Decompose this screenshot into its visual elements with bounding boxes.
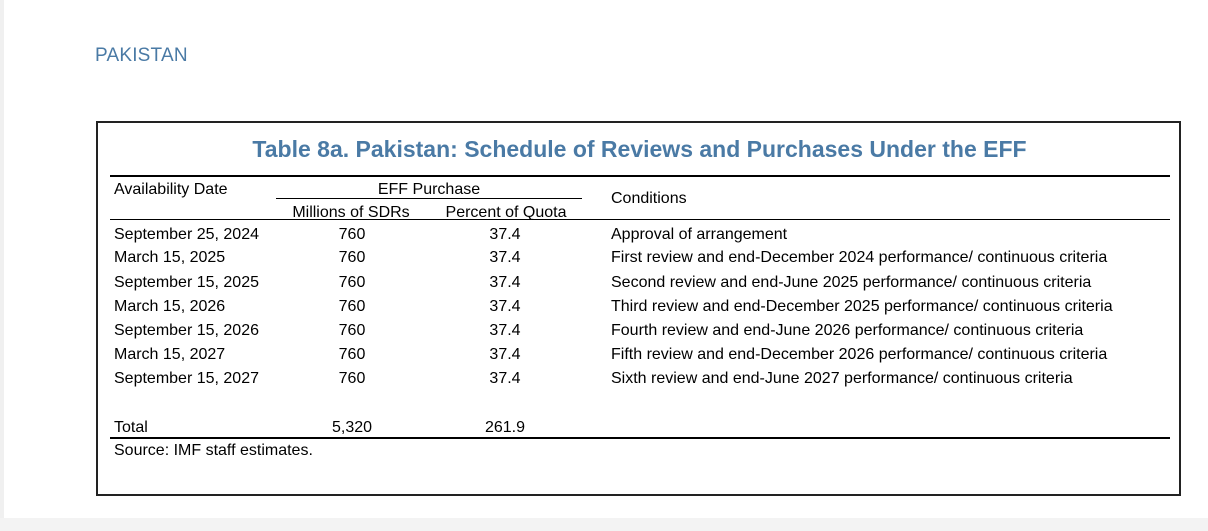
total-bottom-rule <box>110 437 1170 439</box>
row-date: March 15, 2027 <box>114 346 226 363</box>
row-millions: 760 <box>338 249 366 266</box>
row-condition: Approval of arrangement <box>611 226 788 243</box>
header-top-rule <box>110 175 1170 177</box>
header-bottom-rule <box>110 219 1170 220</box>
row-date: September 15, 2027 <box>114 370 259 387</box>
row-millions: 760 <box>338 298 366 315</box>
row-date: September 15, 2026 <box>114 322 259 339</box>
row-date: March 15, 2025 <box>114 249 226 266</box>
row-millions: 760 <box>338 226 366 243</box>
row-percent: 37.4 <box>489 226 521 243</box>
row-condition: Second review and end-June 2025 performance/ continuous criteria <box>611 274 1092 291</box>
row-percent: 37.4 <box>489 346 521 363</box>
row-millions: 760 <box>338 346 366 363</box>
table-title: Table 8a. Pakistan: Schedule of Reviews and Purchases Under the EFF <box>252 136 1027 162</box>
col-header-conditions: Conditions <box>611 190 687 207</box>
source-note: Source: IMF staff estimates. <box>114 442 313 459</box>
total-percent: 261.9 <box>484 419 526 436</box>
page-bottom-band <box>0 518 1208 531</box>
row-date: September 25, 2024 <box>114 226 259 243</box>
row-percent: 37.4 <box>489 322 521 339</box>
col-header-eff-purchase: EFF Purchase <box>377 181 481 198</box>
col-header-availability: Availability Date <box>114 181 228 198</box>
row-condition: Sixth review and end-June 2027 performance/ continuous criteria <box>611 370 1073 387</box>
row-millions: 760 <box>338 274 366 291</box>
row-millions: 760 <box>338 370 366 387</box>
col-header-millions: Millions of SDRs <box>292 204 410 221</box>
row-percent: 37.4 <box>489 298 521 315</box>
row-date: September 15, 2025 <box>114 274 259 291</box>
running-header: PAKISTAN <box>95 45 188 66</box>
total-millions: 5,320 <box>331 419 373 436</box>
total-label: Total <box>114 419 148 436</box>
row-condition: First review and end-December 2024 performance/ continuous criteria <box>611 249 1108 266</box>
row-condition: Third review and end-December 2025 performance/ continuous criteria <box>611 298 1113 315</box>
row-date: March 15, 2026 <box>114 298 226 315</box>
row-percent: 37.4 <box>489 249 521 266</box>
page-edge <box>0 0 4 531</box>
row-millions: 760 <box>338 322 366 339</box>
row-condition: Fifth review and end-December 2026 performance/ continuous criteria <box>611 346 1108 363</box>
row-condition: Fourth review and end-June 2026 performance/ continuous criteria <box>611 322 1084 339</box>
row-percent: 37.4 <box>489 274 521 291</box>
col-header-percent: Percent of Quota <box>445 204 567 221</box>
row-percent: 37.4 <box>489 370 521 387</box>
